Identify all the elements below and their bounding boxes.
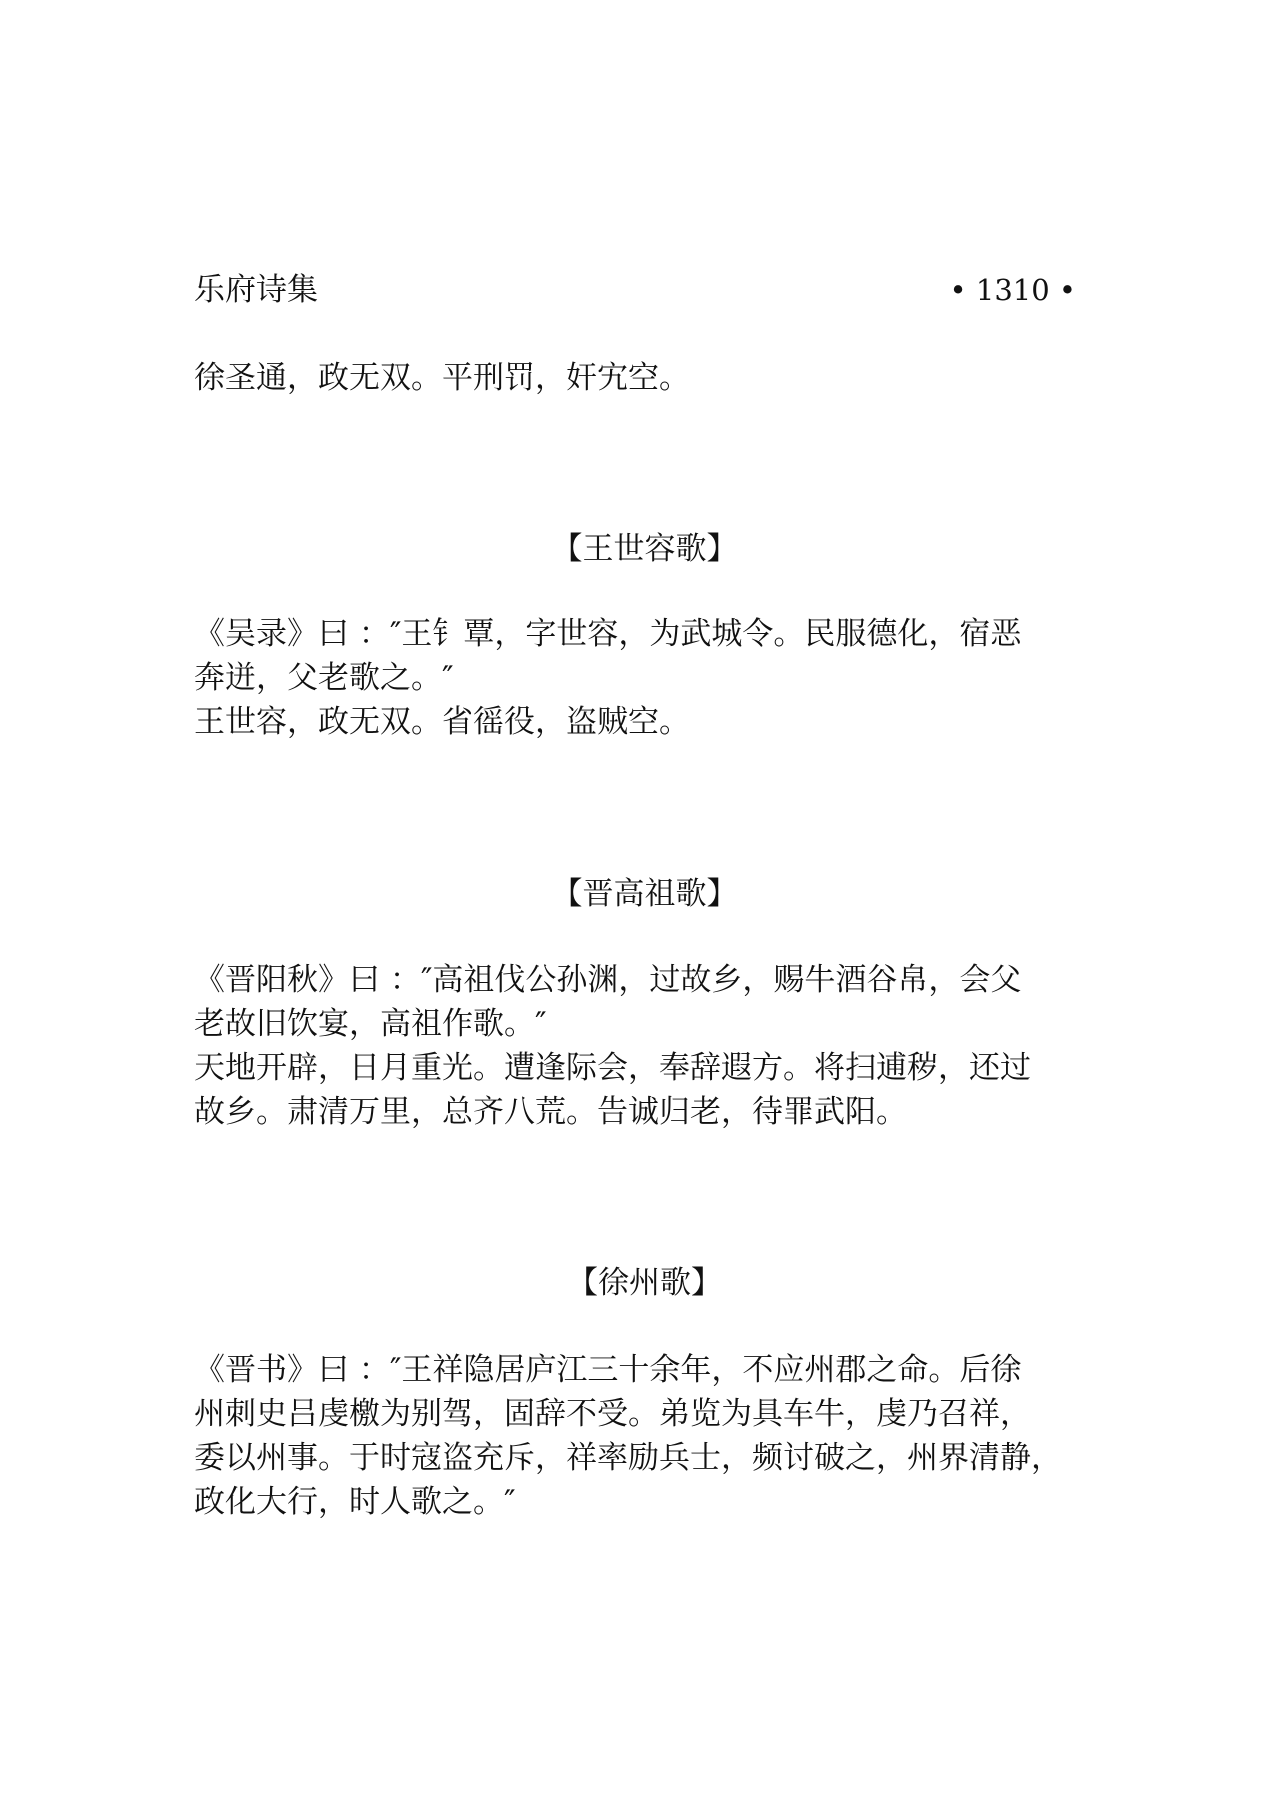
section-heading <box>0 1261 1283 1305</box>
body-line: 徐圣通，政无双。平刑罚，奸宄空。 <box>194 360 690 396</box>
body-line: 《晋书》曰 ：″王祥隐居庐江三十余年，不应州郡之命。后徐 <box>194 1352 1022 1388</box>
body-line: 政化大行，时人歌之。″ <box>194 1484 516 1520</box>
section-heading <box>0 527 1283 571</box>
body-line: 《吴录》曰 ：″王钅覃，字世容，为武城令。民服德化，宿恶 <box>194 616 1022 652</box>
body-line: 王世容，政无双。省徭役，盗贼空。 <box>194 704 690 740</box>
body-line: 州刺史吕虔檄为别驾，固辞不受。弟览为具车牛，虔乃召祥， <box>194 1396 1031 1432</box>
body-line: 《晋阳秋》曰 ：″高祖伐公孙渊，过故乡，赐牛酒谷帛，会父 <box>194 962 1022 998</box>
section-heading-text: 【晋高祖歌】 <box>551 876 738 912</box>
body-line: 天地开辟，日月重光。遭逢际会，奉辞遐方。将扫逋秽，还过 <box>194 1050 1031 1086</box>
book-title: 乐府诗集 <box>194 272 318 308</box>
page-header <box>194 268 1076 312</box>
body-line: 故乡。肃清万里，总齐八荒。告诚归老，待罪武阳。 <box>194 1094 907 1130</box>
body-line: 老故旧饮宴，高祖作歌。″ <box>194 1006 547 1042</box>
section-heading-text: 【王世容歌】 <box>551 531 738 567</box>
body-line: 委以州事。于时寇盗充斥，祥率励兵士，频讨破之，州界清静， <box>194 1440 1062 1476</box>
section-heading <box>0 872 1283 916</box>
section-heading-text: 【徐州歌】 <box>567 1265 722 1301</box>
page-number: • 1310 • <box>949 273 1076 307</box>
body-line: 奔迸，父老歌之。″ <box>194 660 454 696</box>
